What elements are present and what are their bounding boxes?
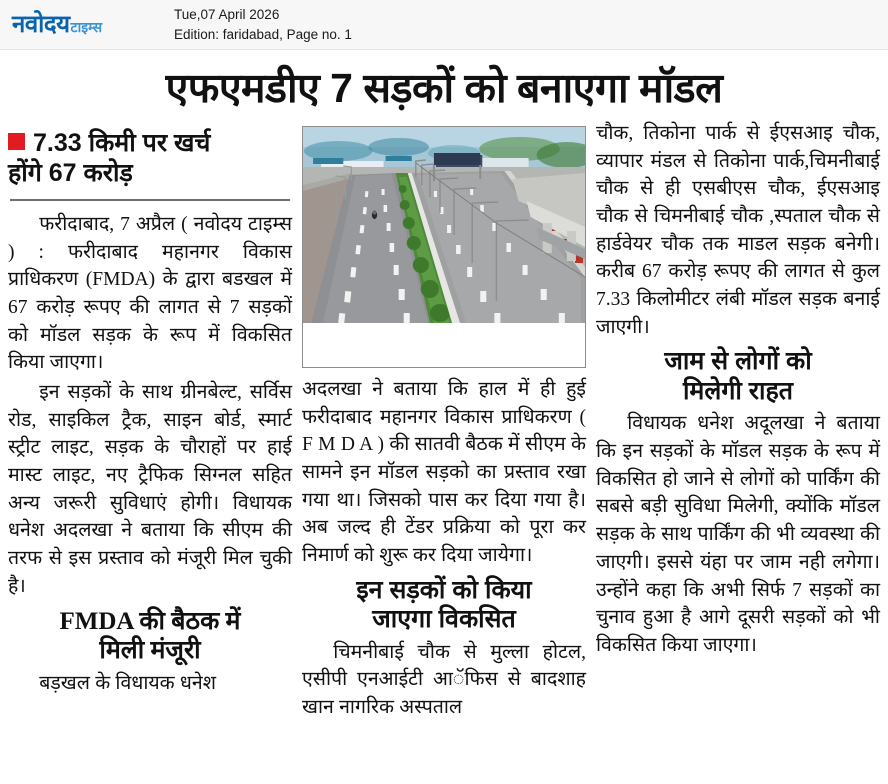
article-headline: एफएमडीए 7 सड़कों को बनाएगा मॉडल	[165, 65, 723, 111]
article-photo-frame	[302, 126, 586, 368]
red-square-bullet-icon	[8, 133, 25, 150]
column-3-subhead	[596, 347, 880, 406]
masthead	[0, 0, 888, 50]
column-2-subhead-line-2: जाएगा विकसित	[372, 605, 516, 634]
article-columns	[0, 120, 888, 724]
article-deck	[8, 128, 292, 189]
edition-and-page: Edition: faridabad, Page no. 1	[174, 26, 352, 42]
navodaya-times-logo[interactable]	[12, 10, 160, 38]
edition-info	[174, 5, 352, 44]
column-1-paragraph-3: बड़खल के विधायक धनेश	[39, 672, 216, 694]
column-3-subhead-line-1: जाम से लोगों को	[664, 347, 812, 376]
column-1-paragraph-2: इन सड़कों के साथ ग्रीनबेल्ट, सर्विस रोड, साइकिल ट्रैक, साइन बोर्ड, स्मार्ट स्ट्रीट लाइट, सड़क के चौराहों पर हाई मास्ट लाइट, नए ट्रैफिक सिग्नल सहित अन्य जरूरी सुविधाएं होगी। विधायक धनेश अदलखा ने बताया कि सीएम की तरफ से इस प्रस्ताव को मंजूरी मिल चुकी है।	[8, 382, 292, 597]
logo-main-text: नवोदय	[12, 10, 70, 38]
publication-date: Tue,07 April 2026	[174, 6, 280, 22]
column-3	[596, 120, 880, 662]
column-1-subhead	[8, 607, 292, 666]
column-2-paragraph-1: अदलखा ने बताया कि हाल में ही हुई फरीदाबाद महानगर विकास प्राधिकरण ( F M D A ) की सातवी बैठक में सीएम के सामने इन मॉडल सड़को का प्रस्ताव रखा गया था। जिसको पास कर दिया गया है। अब जल्द ही टेंडर प्रक्रिया को पूरा कर निमार्ण को शुरू कर दिया जायेगा।	[302, 378, 586, 567]
column-3-subhead-line-2: मिलेगी राहत	[682, 376, 794, 405]
column-2-subhead	[302, 576, 586, 635]
column-2	[302, 120, 586, 724]
column-2-paragraph-2: चिमनीबाई चौक से मुल्ला होटल, एसीपी एनआईटी आॅफिस से बादशाह खान नागरिक अस्पताल	[302, 641, 586, 719]
column-1-paragraph-1: फरीदाबाद, 7 अप्रैल ( नवोदय टाइम्स ) : फरीदाबाद महानगर विकास प्राधिकरण (FMDA) के द्वारा बडखल में 67 करोड़ रूपए की लागत से 7 सड़कों को मॉडल सड़क के रूप में विकसित किया जाएगा।	[8, 213, 292, 374]
logo-sub-text: टाइम्स	[70, 18, 103, 35]
deck-divider	[10, 199, 290, 201]
column-1	[8, 120, 292, 699]
deck-line-1: 7.33 किमी पर खर्च	[33, 128, 211, 157]
column-1-subhead-line-2: मिली मंजूरी	[99, 637, 201, 665]
column-1-subhead-line-1: FMDA की बैठक में	[59, 607, 241, 635]
photo-caption-area	[303, 323, 585, 367]
column-3-paragraph-1: चौक, तिकोना पार्क से ईएसआइ चौक, व्यापार मंडल से तिकोना पार्क,चिमनीबाई चौक से ही एसबीएस चौक, ईएसआइ चौक से चिमनीबाई चौक ,स्पताल चौक से हार्डवेयर चौक तक माडल सड़क बनेगी। करीब 67 करोड़ रूपए की लागत से कुल 7.33 किलोमीटर लंबी मॉडल सड़क बनाई जाएगी।	[596, 122, 880, 338]
column-3-paragraph-2: विधायक धनेश अदूलखा ने बताया कि इन सड़कों के मॉडल सड़क के रूप में विकसित हो जाने से लोगों को पार्किंग की सबसे बड़ी सुविधा मिलेगी, क्योंकि मॉडल सड़क के साथ पार्किंग की भी व्यवस्था की जाएगी। इससे यंहा पर जाम नही लगेगा। उन्होंने कहा कि अभी सिर्फ 7 सड़कों का चुनाव हुआ है आगे दूसरी सड़कों को भी विकसित किया जाएगा।	[596, 413, 880, 656]
deck-line-2: होंगे 67 करोड़	[8, 159, 133, 188]
column-2-subhead-line-1: इन सड़कों को किया	[356, 575, 532, 604]
highway-aerial-photo	[303, 127, 585, 323]
